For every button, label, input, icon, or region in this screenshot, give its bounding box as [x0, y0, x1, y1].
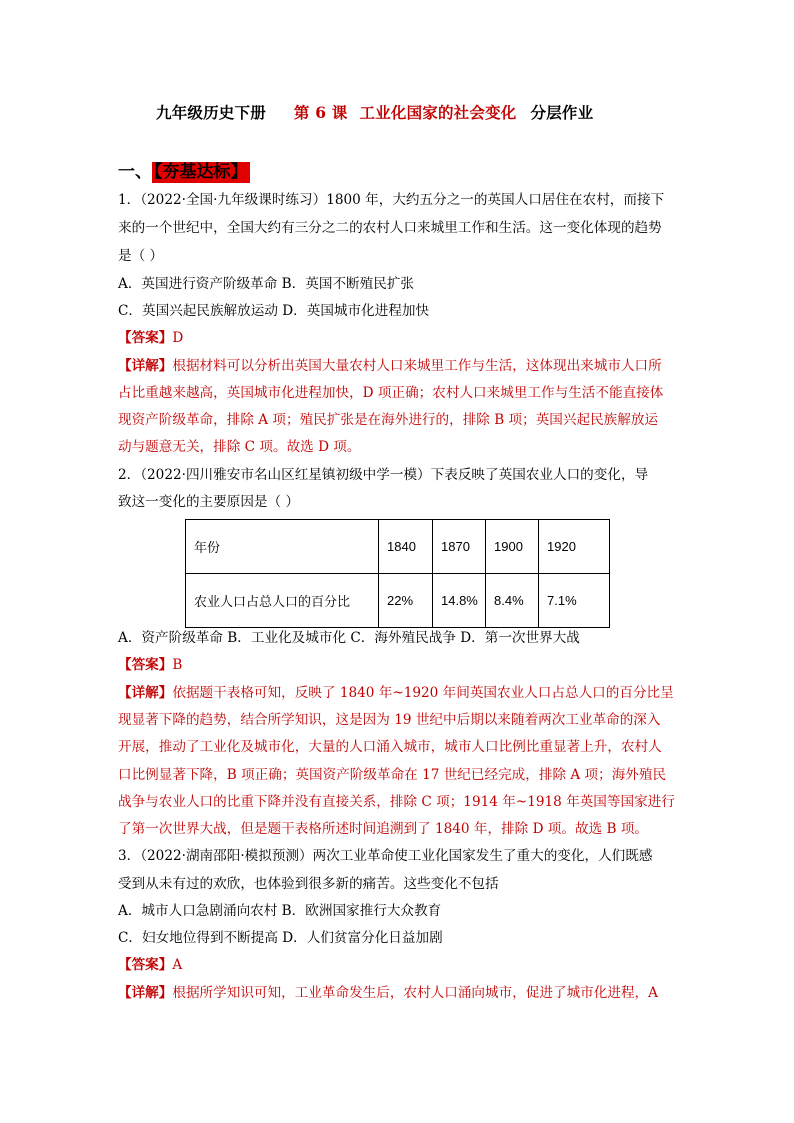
q3-detail-text-1: 根据所学知识可知，工业革命发生后，农村人口涌向城市，促进了城市化进程，A [172, 985, 658, 1001]
q3-answer-label: 【答案】 [118, 957, 173, 973]
q1-answer-value: D [172, 330, 184, 346]
q1-options-ab: A．英国进行资产阶级革命 B．英国不断殖民扩张 [118, 276, 415, 292]
q1-answer [118, 329, 183, 347]
table-cell: 农业人口占总人口的百分比 [186, 574, 379, 628]
q2-detail-1 [118, 684, 674, 702]
q3-answer-value: A [172, 957, 183, 973]
table-cell: 8.4% [486, 574, 539, 628]
title-type: 分层作业 [530, 103, 594, 122]
q1-detail-3: 现资产阶级革命，排除 A 项；殖民扩张是在海外进行的，排除 B 项；英国兴起民族解放运 [118, 412, 659, 428]
q3-detail-1 [118, 984, 658, 1002]
q2-detail-5: 战争与农业人口的比重下降并没有直接关系，排除 C 项；1914 年~1918 年英国等国家进行 [118, 794, 675, 810]
q2-options: A．资产阶级革命 B．工业化及城市化 C．海外殖民战争 D．第一次世界大战 [118, 630, 580, 646]
table-cell: 年份 [186, 520, 379, 574]
q1-detail-1 [118, 357, 662, 375]
worksheet-title [156, 101, 716, 123]
title-lesson: 第 6 课 [293, 103, 348, 122]
q2-answer-value: B [172, 657, 183, 673]
q2-detail-3: 开展，推动了工业化及城市化，大量的人口涌入城市，城市人口比例比重显著上升，农村人 [118, 739, 662, 755]
q1-detail-2: 占比重越来越高，英国城市化进程加快，D 项正确；农村人口来城里工作与生活不能直接体 [118, 385, 664, 401]
q2-detail-label: 【详解】 [118, 685, 173, 701]
q2-answer-label: 【答案】 [118, 657, 173, 673]
q3-options-ab: A．城市人口急剧涌向农村 B．欧洲国家推行大众教育 [118, 903, 442, 919]
q1-answer-label: 【答案】 [118, 330, 173, 346]
table-cell: 1920 [539, 520, 610, 574]
q2-answer [118, 656, 182, 674]
q3-line-2: 受到从未有过的欢欣，也体验到很多新的痛苦。这些变化不包括 [118, 876, 499, 892]
table-row [186, 574, 610, 628]
section-label: 【夯基达标】 [154, 162, 248, 182]
q1-detail-label: 【详解】 [118, 358, 173, 374]
q2-detail-text-1: 依据题干表格可知，反映了 1840 年~1920 年间英国农业人口占总人口的百分比呈 [172, 685, 674, 701]
table-cell: 14.8% [433, 574, 486, 628]
q1-line-3: 是（ ） [118, 248, 164, 264]
q1-detail-text-1: 根据材料可以分析出英国大量农村人口来城里工作与生活，这体现出来城市人口所 [172, 358, 662, 374]
q1-detail-4: 动与题意无关，排除 C 项。故选 D 项。 [118, 439, 361, 455]
q3-detail-label: 【详解】 [118, 985, 173, 1001]
table-cell: 1870 [433, 520, 486, 574]
q2-detail-2: 现显著下降的趋势，结合所学知识，这是因为 19 世纪中后期以来随着两次工业革命的深入 [118, 712, 661, 728]
title-topic: 工业化国家的社会变化 [359, 103, 517, 122]
section-heading [118, 157, 250, 182]
q3-answer [118, 956, 182, 974]
q3-options-cd: C．妇女地位得到不断提高 D．人们贫富分化日益加剧 [118, 930, 443, 946]
title-grade: 九年级历史下册 [156, 103, 266, 122]
table-cell: 1900 [486, 520, 539, 574]
q1-line-2: 来的一个世纪中，全国大约有三分之二的农村人口来城里工作和生活。这一变化体现的趋势 [118, 220, 662, 236]
table-cell: 1840 [379, 520, 433, 574]
q1-options-cd: C．英国兴起民族解放运动 D．英国城市化进程加快 [118, 303, 430, 319]
table-cell: 7.1% [539, 574, 610, 628]
q1-line-1: 1．（2022·全国·九年级课时练习）1800 年，大约五分之一的英国人口居住在农村，而接下 [118, 192, 665, 208]
table-row [186, 520, 610, 574]
table-cell: 22% [379, 574, 433, 628]
q2-line-2: 致这一变化的主要原因是（ ） [118, 494, 300, 510]
q2-detail-4: 口比例显著下降，B 项正确；英国资产阶级革命在 17 世纪已经完成，排除 A 项；海外殖民 [118, 767, 667, 783]
q3-line-1: 3．（2022·湖南邵阳·模拟预测）两次工业革命使工业化国家发生了重大的变化，人们既感 [118, 848, 653, 864]
section-prefix: 一、 [118, 162, 152, 182]
q2-detail-6: 了第一次世界大战，但是题干表格所述时间追溯到了 1840 年，排除 D 项。故选 B 项。 [118, 821, 649, 837]
q2-line-1: 2．（2022·四川雅安市名山区红星镇初级中学一模）下表反映了英国农业人口的变化，导 [118, 467, 649, 483]
population-table [185, 519, 610, 628]
